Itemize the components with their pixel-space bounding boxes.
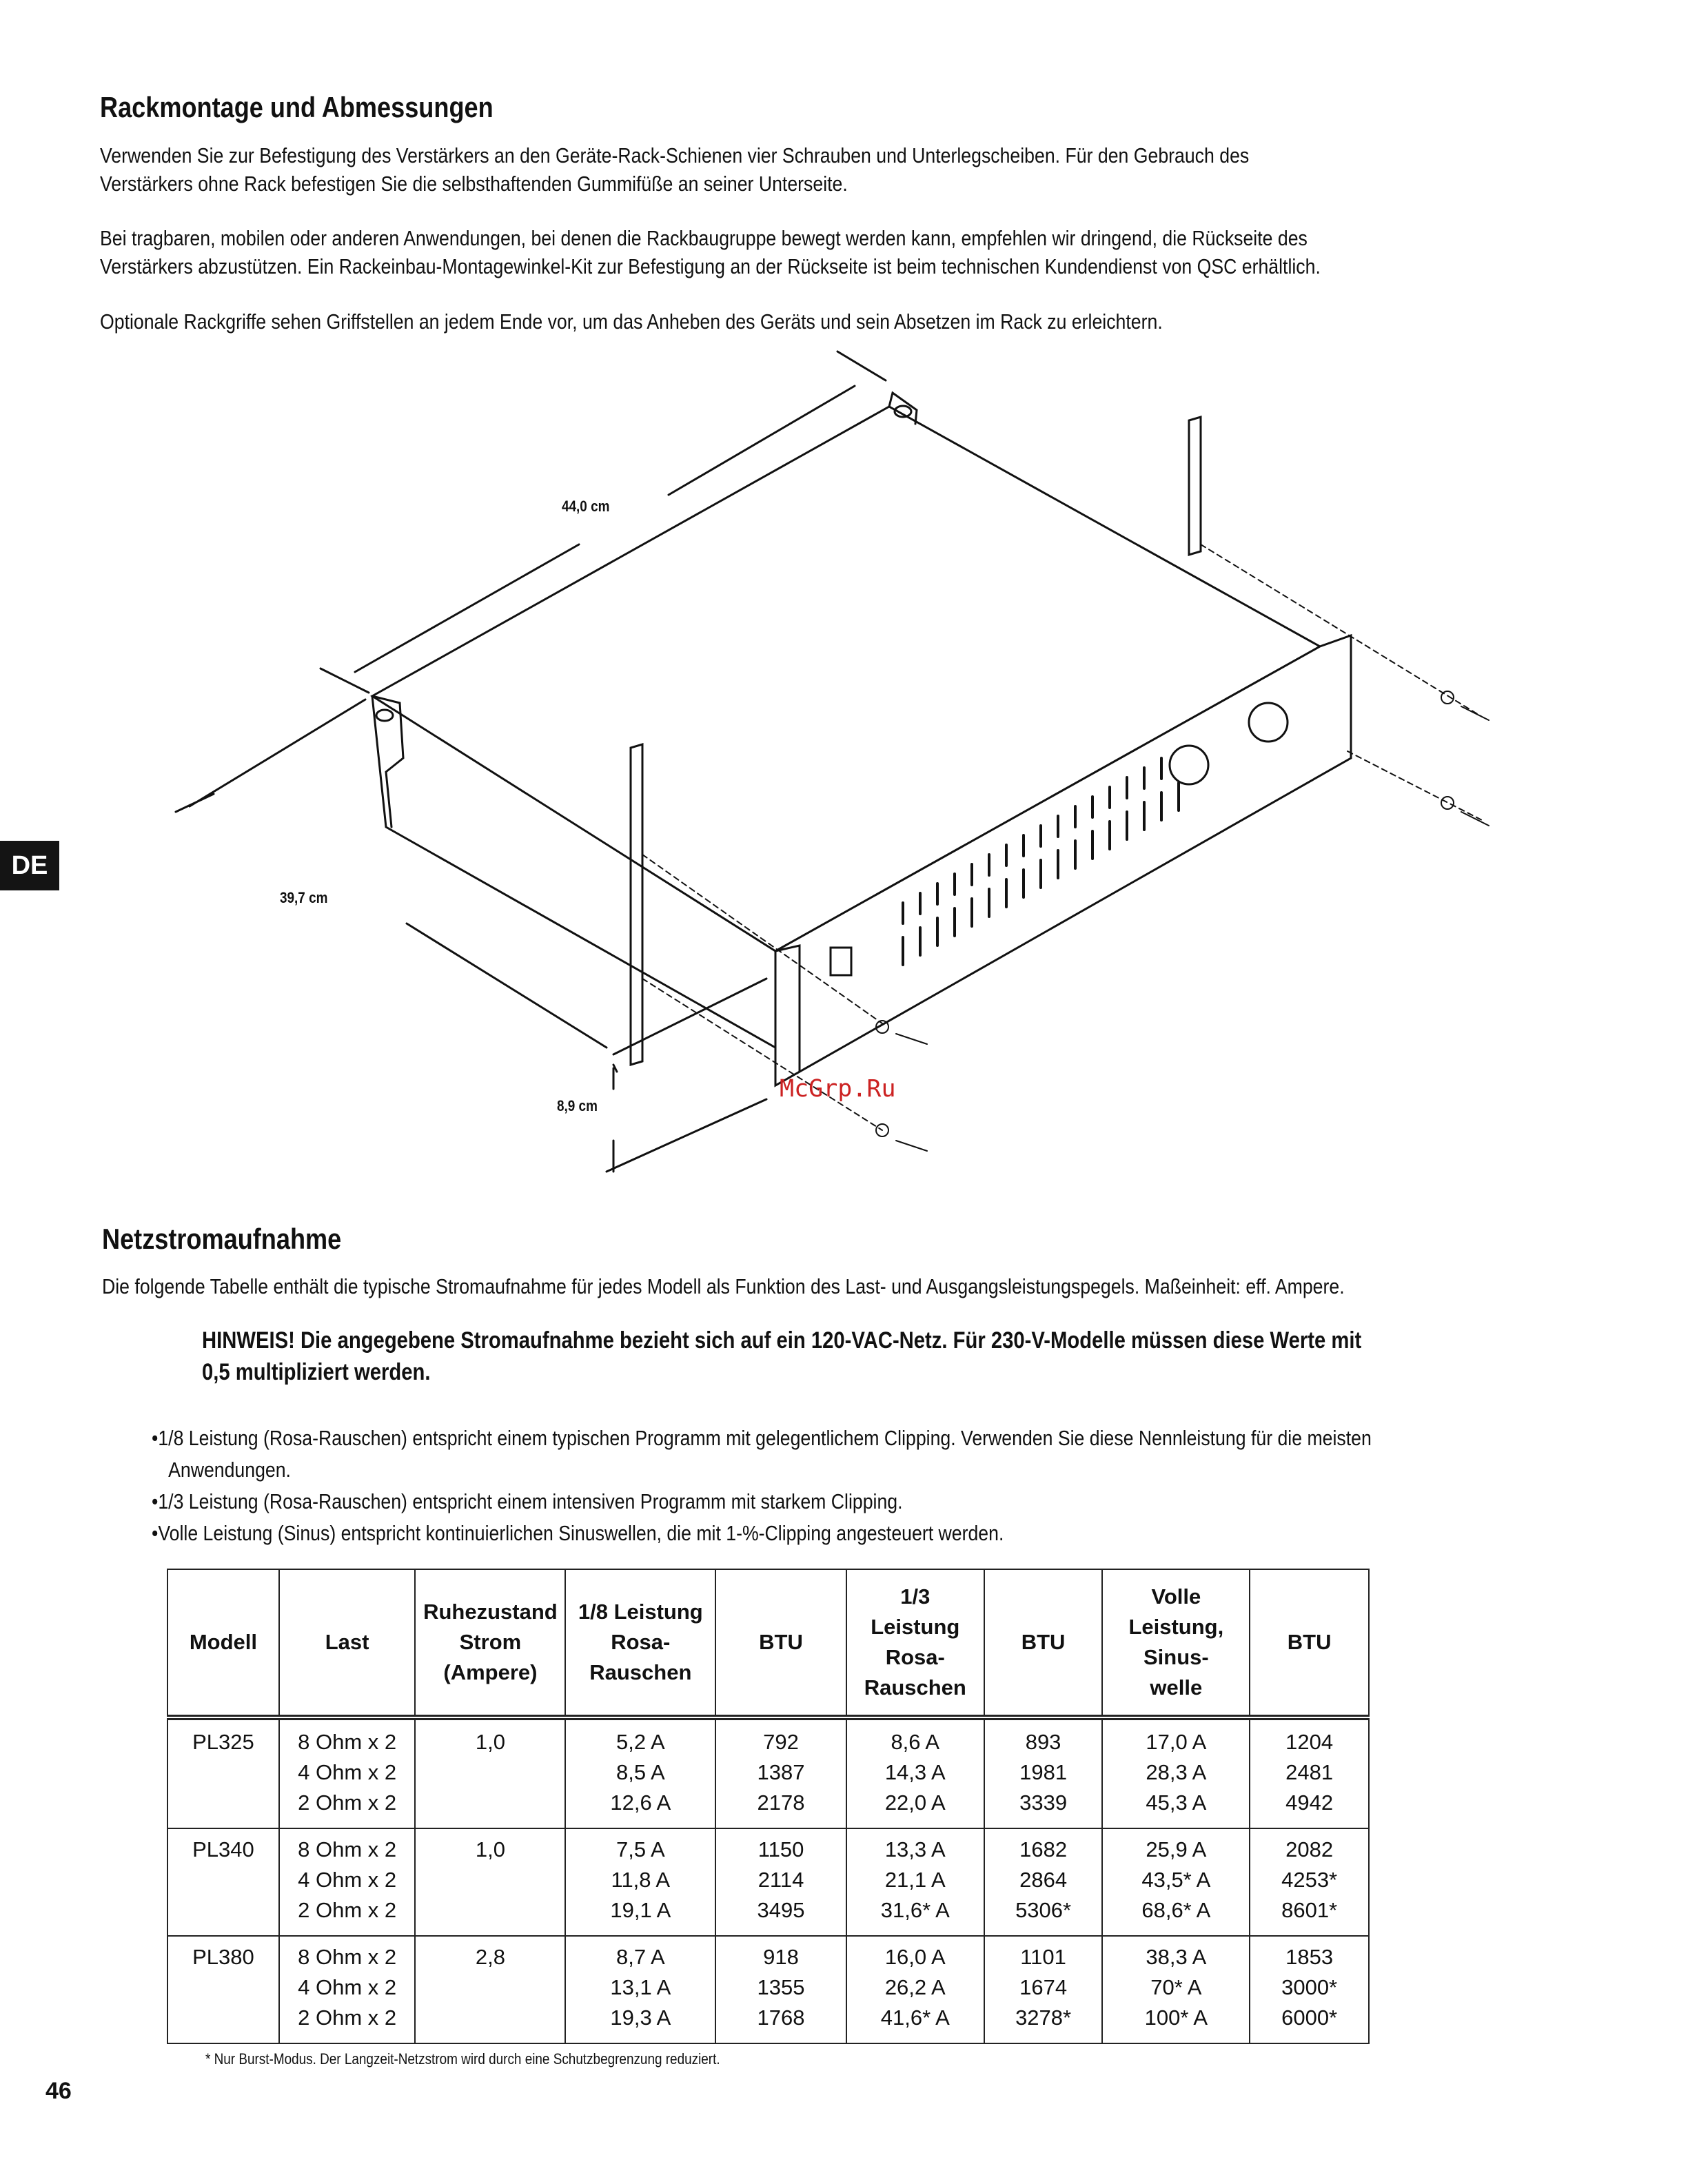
cell-full: 25,9 A 43,5* A 68,6* A <box>1102 1828 1250 1936</box>
cell-third: 13,3 A 21,1 A 31,6* A <box>846 1828 984 1936</box>
header-modell: Modell <box>167 1569 279 1717</box>
watermark-text: McGrp.Ru <box>780 1075 896 1103</box>
cell-model: PL340 <box>167 1828 279 1936</box>
bullet-third-power: •1/3 Leistung (Rosa-Rauschen) entspricht einem intensiven Programm mit starkem Clipping. <box>152 1489 903 1513</box>
dimension-depth-label: 39,7 cm <box>280 889 328 906</box>
table-row <box>167 1717 1369 1828</box>
cell-btu2: 1101 1674 3278* <box>984 1936 1103 2043</box>
cell-btu3: 1204 2481 4942 <box>1250 1717 1369 1828</box>
cell-full: 17,0 A 28,3 A 45,3 A <box>1102 1717 1250 1828</box>
page-number: 46 <box>45 2078 72 2104</box>
cell-load: 8 Ohm x 2 4 Ohm x 2 2 Ohm x 2 <box>279 1717 416 1828</box>
amp-top-outline <box>372 407 1320 951</box>
header-ruhezustand: Ruhezustand Strom (Ampere) <box>415 1569 565 1717</box>
header-last: Last <box>279 1569 416 1717</box>
cell-btu2: 893 1981 3339 <box>984 1717 1103 1828</box>
dimension-length-label: 44,0 cm <box>562 498 610 515</box>
table-row <box>167 1936 1369 2043</box>
cell-idle: 2,8 <box>415 1936 565 2043</box>
table-header-row <box>167 1569 1369 1717</box>
table-row <box>167 1828 1369 1936</box>
section-title-netzstrom: Netzstromaufnahme <box>102 1223 342 1255</box>
paragraph-handles: Optionale Rackgriffe sehen Griffstellen an jedem Ende vor, um das Anheben des Geräts und sein Absetzen im Rack zu erleichtern. <box>100 309 1163 334</box>
cell-btu3: 1853 3000* 6000* <box>1250 1936 1369 2043</box>
cell-btu3: 2082 4253* 8601* <box>1250 1828 1369 1936</box>
cell-load: 8 Ohm x 2 4 Ohm x 2 2 Ohm x 2 <box>279 1828 416 1936</box>
section-title-rackmontage: Rackmontage und Abmessungen <box>100 91 494 123</box>
header-btu-2: BTU <box>984 1569 1103 1717</box>
language-tab: DE <box>0 841 59 890</box>
paragraph-fastening: Verwenden Sie zur Befestigung des Verstärkers an den Geräte-Rack-Schienen vier Schrauben und Unterlegscheiben. Für den Gebrauch des Verstärkers ohne Rack befestigen Sie die selbsthaftenden Gummifüße an seiner Unterseite. <box>100 143 1250 196</box>
cell-btu1: 918 1355 1768 <box>715 1936 846 2043</box>
paragraph-table-intro: Die folgende Tabelle enthält die typische Stromaufnahme für jedes Modell als Funktion des Last- und Ausgangsleistungspegels. Maßeinheit: eff. Ampere. <box>102 1274 1345 1298</box>
power-draw-table <box>167 1569 1370 2044</box>
cell-eighth: 7,5 A 11,8 A 19,1 A <box>565 1828 715 1936</box>
bullet-list <box>152 1422 1570 1549</box>
header-third-power: 1/3 Leistung Rosa- Rauschen <box>846 1569 984 1717</box>
rack-rail-right <box>1189 417 1201 555</box>
cell-third: 16,0 A 26,2 A 41,6* A <box>846 1936 984 2043</box>
bullet-eighth-power: •1/8 Leistung (Rosa-Rauschen) entspricht einem typischen Programm mit gelegentlichem Clipping. Verwenden Sie diese Nennleistung für die meisten <box>152 1426 1372 1450</box>
cell-idle: 1,0 <box>415 1828 565 1936</box>
cell-btu1: 1150 2114 3495 <box>715 1828 846 1936</box>
cell-load: 8 Ohm x 2 4 Ohm x 2 2 Ohm x 2 <box>279 1936 416 2043</box>
paragraph-support: Bei tragbaren, mobilen oder anderen Anwendungen, bei denen die Rackbaugruppe bewegt werden kann, empfehlen wir dringend, die Rückseite des Verstärkers abzustützen. Ein Rackeinbau-Montagewinkel-Kit zur Befestigung an der Rückseite ist beim technischen Kundendienst von QSC erhältlich. <box>100 226 1321 278</box>
bullet-eighth-power-cont: Anwendungen. <box>168 1458 291 1482</box>
note-hinweis: HINWEIS! Die angegebene Stromaufnahme bezieht sich auf ein 120-VAC-Netz. Für 230-V-Modelle müssen diese Werte mit 0,5 multipliziert werden. <box>202 1327 1362 1385</box>
cell-eighth: 8,7 A 13,1 A 19,3 A <box>565 1936 715 2043</box>
header-btu-3: BTU <box>1250 1569 1369 1717</box>
cell-model: PL325 <box>167 1717 279 1828</box>
header-eighth-power: 1/8 Leistung Rosa- Rauschen <box>565 1569 715 1717</box>
cell-btu1: 792 1387 2178 <box>715 1717 846 1828</box>
header-btu-1: BTU <box>715 1569 846 1717</box>
ear-hole-icon <box>376 710 393 721</box>
cell-model: PL380 <box>167 1936 279 2043</box>
cell-third: 8,6 A 14,3 A 22,0 A <box>846 1717 984 1828</box>
table-footnote: * Nur Burst-Modus. Der Langzeit-Netzstrom wird durch eine Schutzbegrenzung reduziert. <box>205 2050 720 2068</box>
bullet-full-power: •Volle Leistung (Sinus) entspricht kontinuierlichen Sinuswellen, die mit 1-%-Clipping angesteuert werden. <box>152 1521 1004 1545</box>
cell-eighth: 5,2 A 8,5 A 12,6 A <box>565 1717 715 1828</box>
header-full-power: Volle Leistung, Sinus- welle <box>1102 1569 1250 1717</box>
cell-btu2: 1682 2864 5306* <box>984 1828 1103 1936</box>
cell-idle: 1,0 <box>415 1717 565 1828</box>
dimension-height-label: 8,9 cm <box>557 1097 598 1114</box>
cell-full: 38,3 A 70* A 100* A <box>1102 1936 1250 2043</box>
